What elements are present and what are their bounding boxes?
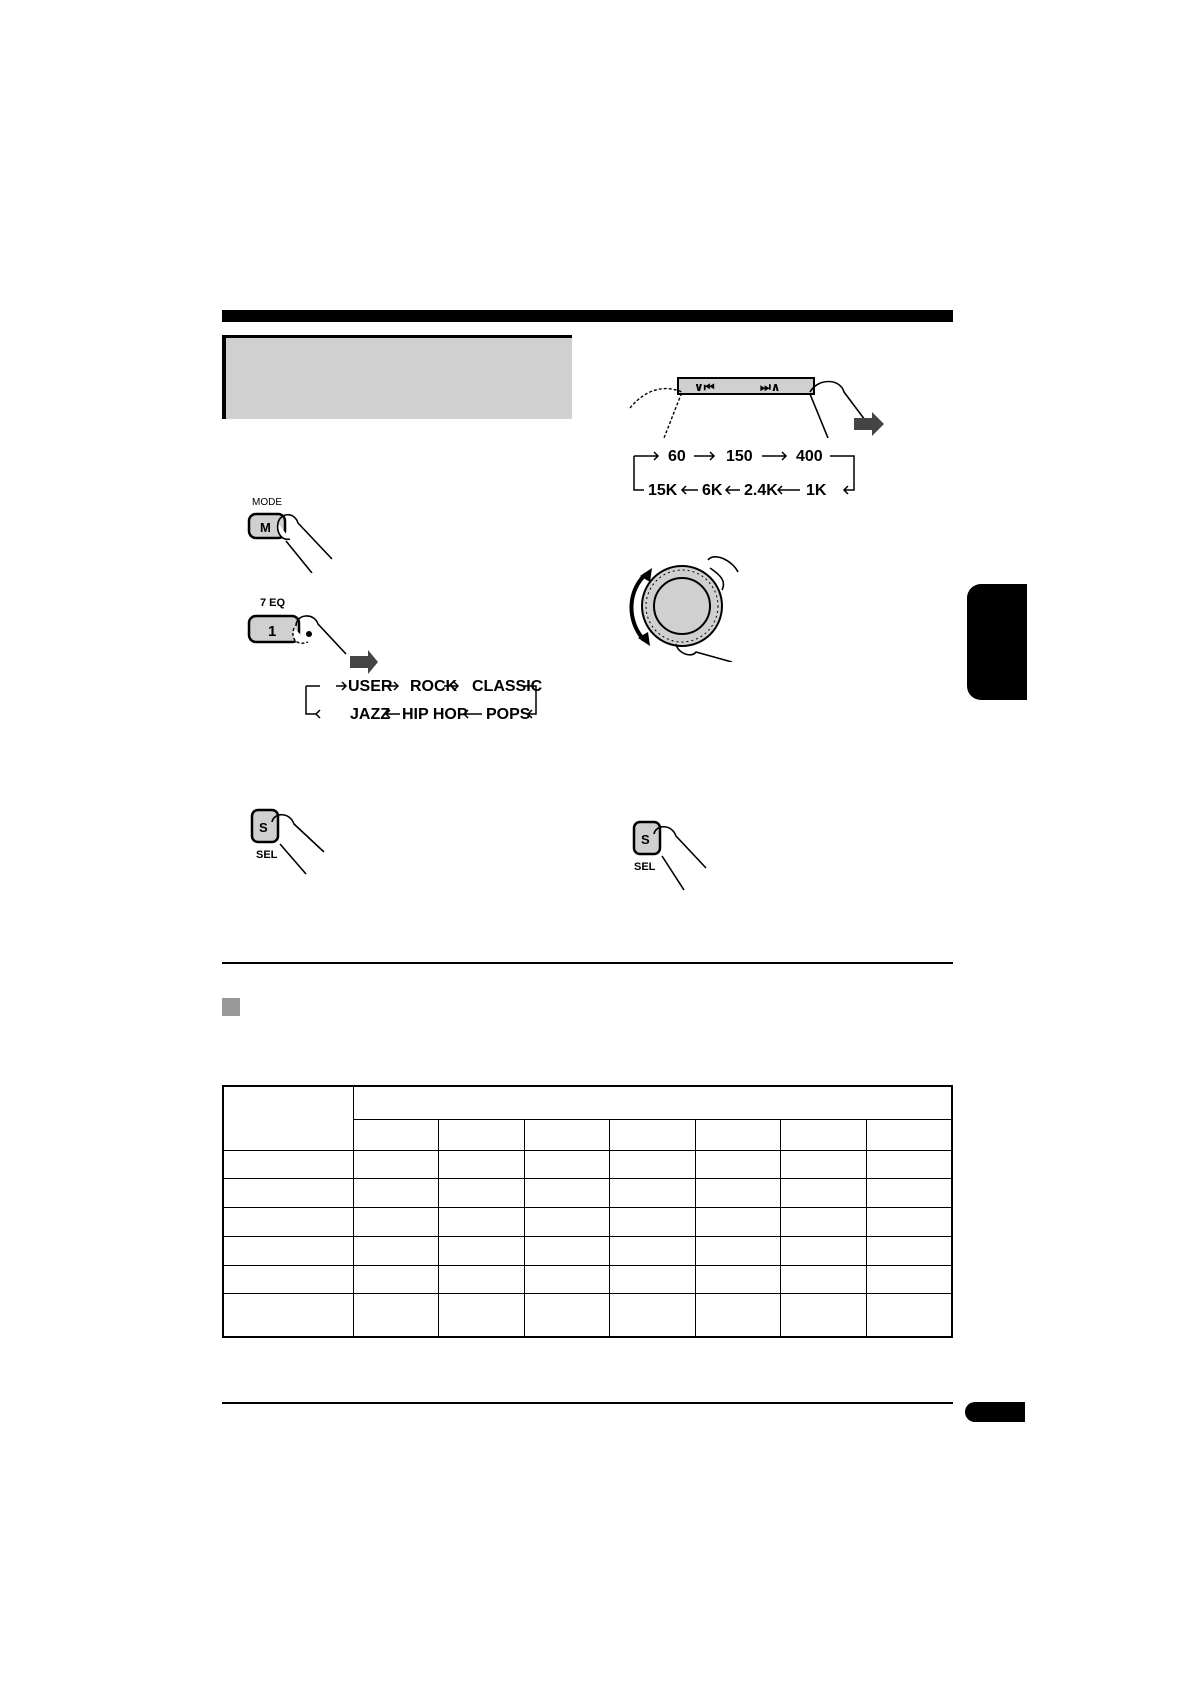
table-cell [695, 1150, 781, 1179]
eq-label: 7 EQ [260, 597, 286, 609]
table-cell [524, 1294, 610, 1337]
table-header-corner [223, 1086, 353, 1150]
table-cell [439, 1236, 525, 1265]
table-cell [610, 1150, 696, 1179]
sel-label-left: SEL [256, 849, 278, 861]
table-row [223, 1179, 952, 1208]
table-cell [524, 1236, 610, 1265]
table-cell [695, 1236, 781, 1265]
table-cell [524, 1179, 610, 1208]
eq-mode-hip-hop: HIP HOP [402, 706, 468, 723]
subsection-bullet [222, 998, 240, 1016]
prev-icon: ∨⏮ [694, 380, 715, 394]
section-divider [222, 962, 953, 964]
table-cell [695, 1294, 781, 1337]
next-icon: ⏭∧ [760, 380, 781, 394]
sel-key-right: S [641, 832, 650, 847]
table-header-row [223, 1086, 952, 1119]
table-cell [866, 1236, 952, 1265]
table-cell [781, 1150, 867, 1179]
section-header-box [222, 335, 572, 419]
table-cell [866, 1294, 952, 1337]
table-cell [223, 1179, 353, 1208]
table-cell [439, 1179, 525, 1208]
freq-1k: 1K [806, 482, 827, 499]
table-cell [353, 1179, 439, 1208]
table-cell [524, 1208, 610, 1237]
table-cell [781, 1236, 867, 1265]
sel-button-right[interactable] [632, 820, 712, 892]
table-cell [695, 1265, 781, 1294]
table-row [223, 1208, 952, 1237]
table-cell [610, 1179, 696, 1208]
table-row [223, 1150, 952, 1179]
eq-key: 1 [268, 623, 277, 640]
table-cell [223, 1265, 353, 1294]
mode-key: M [260, 520, 271, 535]
side-tab [967, 584, 1027, 700]
table-cell [439, 1294, 525, 1337]
table-cell [524, 1265, 610, 1294]
table-cell [439, 1208, 525, 1237]
table-cell [610, 1265, 696, 1294]
table-subheader-cell [353, 1119, 439, 1150]
table-row [223, 1265, 952, 1294]
table-cell [695, 1179, 781, 1208]
table-cell [353, 1208, 439, 1237]
table-cell [610, 1294, 696, 1337]
eq-mode-pops: POPS [486, 706, 531, 723]
table-header-span [353, 1086, 952, 1119]
table-cell [610, 1208, 696, 1237]
freq-60: 60 [668, 448, 686, 465]
freq-150: 150 [726, 448, 753, 465]
frequency-button-bar[interactable] [628, 366, 888, 438]
table-cell [439, 1265, 525, 1294]
eq-mode-cycle [302, 674, 542, 734]
table-cell [223, 1208, 353, 1237]
eq-values-table [222, 1085, 953, 1338]
table-cell [439, 1150, 525, 1179]
page-number-tab [965, 1402, 1025, 1422]
table-cell [353, 1150, 439, 1179]
table-subheader-cell [781, 1119, 867, 1150]
freq-6k: 6K [702, 482, 723, 499]
table-cell [223, 1294, 353, 1337]
sel-label-right: SEL [634, 861, 656, 873]
freq-15k: 15K [648, 482, 678, 499]
table-subheader-cell [866, 1119, 952, 1150]
table-cell [866, 1150, 952, 1179]
top-rule [222, 310, 953, 322]
mode-label: MODE [252, 497, 282, 508]
table-cell [223, 1150, 353, 1179]
table-subheader-cell [439, 1119, 525, 1150]
freq-400: 400 [796, 448, 823, 465]
table-cell [781, 1208, 867, 1237]
eq-mode-user: USER [348, 678, 393, 695]
table-cell [866, 1208, 952, 1237]
table-row [223, 1294, 952, 1337]
sel-key-left: S [259, 820, 268, 835]
table-cell [781, 1294, 867, 1337]
table-cell [695, 1208, 781, 1237]
table-cell [223, 1236, 353, 1265]
mode-button-illustration[interactable] [246, 493, 336, 573]
eq-mode-classic: CLASSIC [472, 678, 542, 695]
table-cell [866, 1179, 952, 1208]
sel-button-left[interactable] [250, 808, 330, 878]
table-cell [866, 1265, 952, 1294]
table-subheader-cell [610, 1119, 696, 1150]
table-cell [610, 1236, 696, 1265]
eq-mode-rock: ROCK [410, 678, 458, 695]
table-cell [353, 1294, 439, 1337]
table-cell [781, 1265, 867, 1294]
eq-button-illustration[interactable] [246, 594, 386, 678]
freq-2-4k: 2.4K [744, 482, 778, 499]
table-subheader-cell [524, 1119, 610, 1150]
table-cell [781, 1179, 867, 1208]
table-cell [353, 1265, 439, 1294]
table-row [223, 1236, 952, 1265]
eq-mode-jazz: JAZZ [350, 706, 390, 723]
table-cell [524, 1150, 610, 1179]
control-dial[interactable] [622, 546, 752, 662]
bottom-rule [222, 1402, 953, 1404]
frequency-cycle [630, 444, 860, 504]
table-subheader-cell [695, 1119, 781, 1150]
table-cell [353, 1236, 439, 1265]
